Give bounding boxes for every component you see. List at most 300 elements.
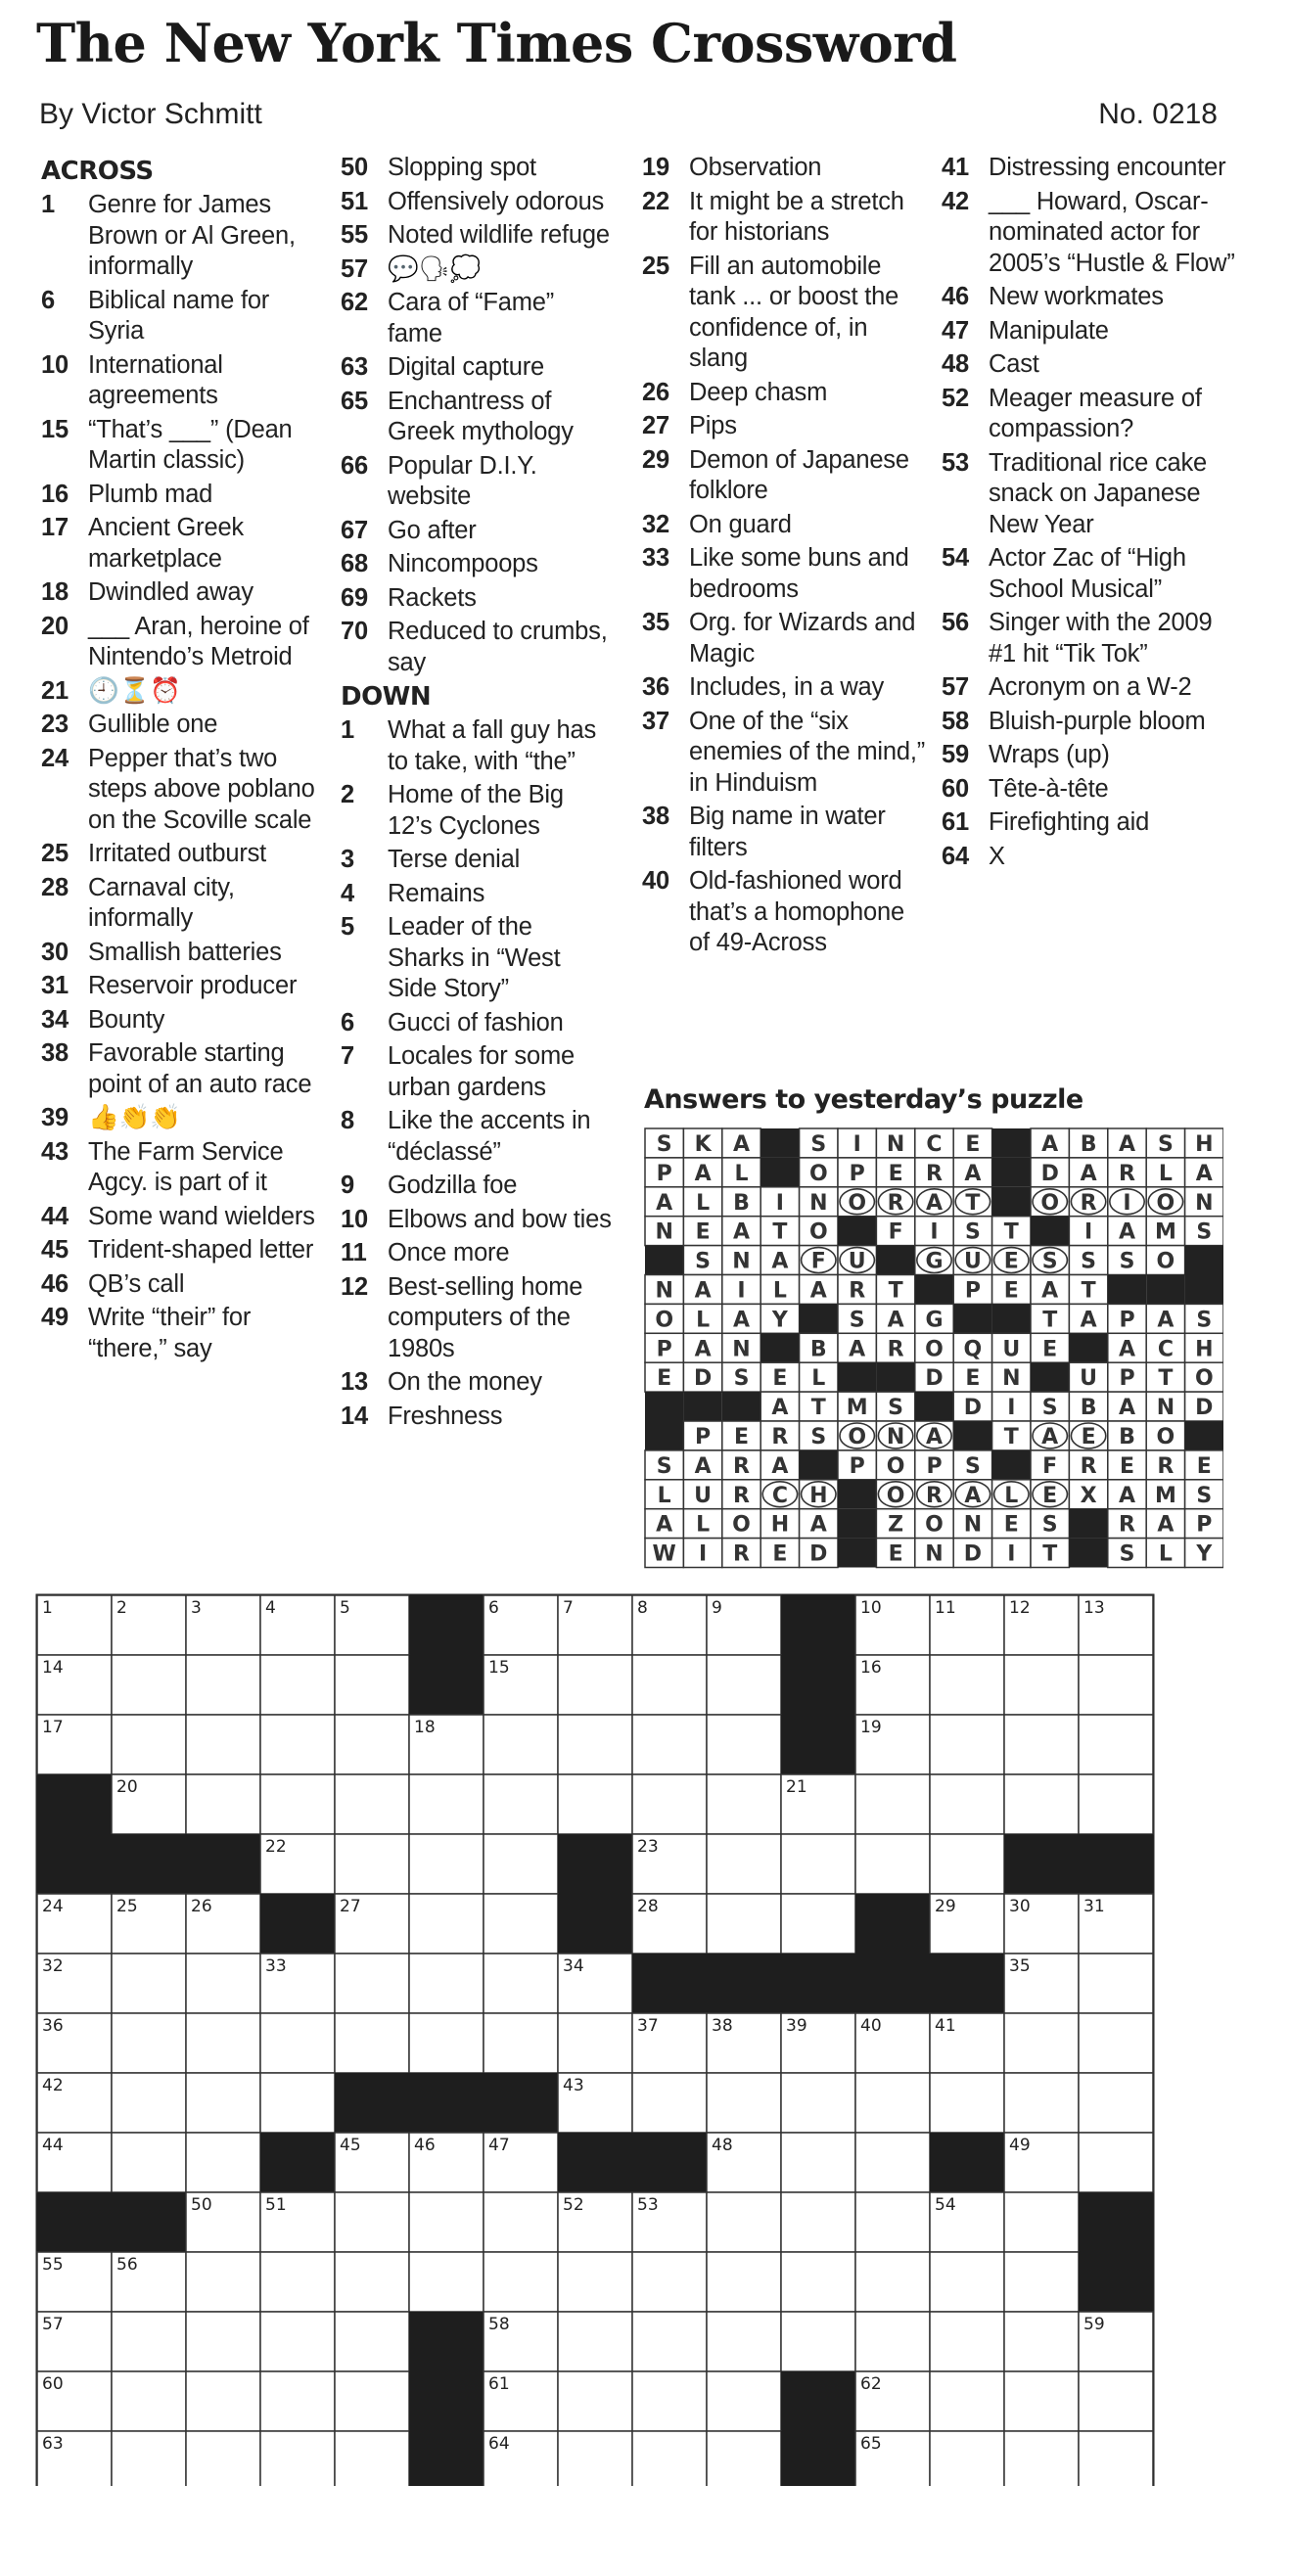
clue[interactable] (642, 187, 926, 249)
grid-cell[interactable] (1004, 2013, 1079, 2073)
answer-letter: T (888, 1278, 903, 1304)
cell-number: 42 (42, 2076, 64, 2095)
grid-cell[interactable] (855, 2192, 930, 2252)
grid-cell[interactable] (707, 2192, 781, 2252)
clue-number: 53 (942, 448, 969, 477)
clue[interactable] (341, 845, 615, 876)
clue[interactable] (642, 445, 926, 507)
clue[interactable] (41, 744, 325, 837)
grid-cell[interactable] (484, 1715, 558, 1774)
cell-number: 40 (860, 2016, 882, 2036)
grid-cell[interactable] (558, 2312, 632, 2371)
answer-letter: N (963, 1512, 983, 1538)
grid-cell[interactable] (1079, 2013, 1153, 2073)
grid-cell[interactable] (335, 2371, 409, 2431)
clue[interactable] (942, 349, 1235, 381)
grid-cell[interactable] (930, 2312, 1004, 2371)
clue[interactable] (341, 1367, 615, 1399)
grid-cell[interactable] (558, 2431, 632, 2486)
answer-letter: S (1119, 1249, 1135, 1274)
clue[interactable] (341, 254, 615, 286)
grid-cell[interactable] (484, 2013, 558, 2073)
grid-cell[interactable] (930, 2252, 1004, 2312)
grid-cell[interactable] (409, 2192, 484, 2252)
clue[interactable] (41, 1137, 325, 1199)
grid-cell[interactable] (260, 2431, 335, 2486)
grid-cell[interactable] (409, 1894, 484, 1954)
clue[interactable] (41, 513, 325, 575)
clue-number: 12 (341, 1272, 368, 1301)
clue-number: 41 (942, 154, 969, 181)
cell-number: 62 (860, 2374, 882, 2394)
crossword-grid[interactable] (35, 1593, 1225, 2486)
clue-number: 40 (642, 867, 669, 895)
grid-cell[interactable] (335, 1954, 409, 2013)
answer-letter: R (926, 1161, 943, 1186)
black-square (1079, 2252, 1153, 2312)
clue[interactable] (41, 1235, 325, 1266)
black-square (112, 2192, 186, 2252)
grid-cell[interactable] (558, 1774, 632, 1834)
grid-cell[interactable] (1079, 2371, 1153, 2431)
cell-number: 45 (340, 2136, 361, 2155)
grid-cell[interactable] (632, 2371, 707, 2431)
clue-number: 35 (642, 609, 669, 636)
clue[interactable] (341, 912, 615, 1005)
clue-number: 50 (341, 154, 368, 181)
grid-cell[interactable] (186, 2431, 260, 2486)
grid-cell[interactable] (632, 2312, 707, 2371)
black-square (1031, 1362, 1069, 1392)
answer-letter: S (1119, 1541, 1135, 1567)
grid-cell[interactable] (781, 2133, 855, 2192)
grid-cell[interactable] (632, 1655, 707, 1715)
grid-cell[interactable] (260, 2252, 335, 2312)
grid-cell[interactable] (112, 2431, 186, 2486)
grid-cell[interactable] (335, 2192, 409, 2252)
grid-cell[interactable] (930, 1655, 1004, 1715)
clue[interactable] (41, 190, 325, 283)
clue[interactable] (642, 608, 926, 669)
black-square (838, 1539, 876, 1568)
grid-cell[interactable] (632, 2252, 707, 2312)
answer-letter: C (771, 1483, 788, 1508)
grid-cell[interactable] (781, 2192, 855, 2252)
cell-number: 56 (116, 2255, 138, 2275)
clue-number: 66 (341, 451, 368, 480)
grid-cell[interactable] (186, 2133, 260, 2192)
cell-number: 10 (860, 1598, 882, 1618)
grid-cell[interactable] (930, 1834, 1004, 1894)
grid-cell[interactable] (930, 2073, 1004, 2133)
grid-cell[interactable] (632, 2073, 707, 2133)
clue[interactable] (341, 1402, 615, 1433)
grid-cell[interactable] (1079, 2073, 1153, 2133)
grid-cell[interactable] (186, 1774, 260, 1834)
grid-cell[interactable] (112, 2371, 186, 2431)
grid-cell[interactable] (335, 2312, 409, 2371)
clue-text: New workmates (989, 283, 1164, 310)
answer-letter: D (693, 1366, 713, 1392)
grid-cell[interactable] (260, 2073, 335, 2133)
clue[interactable] (341, 715, 615, 777)
grid-cell[interactable] (707, 2371, 781, 2431)
clue[interactable] (642, 510, 926, 541)
grid-cell[interactable] (1004, 2431, 1079, 2486)
grid-cell[interactable] (409, 1954, 484, 2013)
grid-cell[interactable] (1079, 2431, 1153, 2486)
grid-cell[interactable] (335, 1715, 409, 1774)
clue[interactable] (341, 549, 615, 580)
clue[interactable] (341, 220, 615, 252)
clue[interactable] (341, 879, 615, 910)
clue[interactable] (341, 1238, 615, 1269)
grid-cell[interactable] (260, 2312, 335, 2371)
grid-cell[interactable] (707, 1715, 781, 1774)
grid-cell[interactable] (186, 2371, 260, 2431)
answer-letter: M (1154, 1219, 1176, 1245)
clue-number: 68 (341, 550, 368, 577)
grid-cell[interactable] (558, 2371, 632, 2431)
cell-number: 15 (488, 1658, 510, 1678)
black-square (992, 1304, 1031, 1333)
clue[interactable] (41, 1005, 325, 1036)
clue[interactable] (341, 288, 615, 349)
answer-grid (644, 1127, 1223, 1570)
grid-cell[interactable] (707, 2431, 781, 2486)
black-square (632, 2133, 707, 2192)
answer-letter: I (1084, 1219, 1093, 1245)
clue[interactable] (942, 187, 1235, 280)
grid-cell[interactable] (1079, 1715, 1153, 1774)
clue[interactable] (942, 282, 1235, 313)
clue-text: Slopping spot (388, 154, 536, 181)
clue[interactable] (642, 866, 926, 959)
black-square (800, 1304, 838, 1333)
grid-cell[interactable] (409, 2013, 484, 2073)
answer-letter: A (1118, 1337, 1136, 1362)
clue[interactable] (642, 153, 926, 184)
grid-cell[interactable] (855, 2133, 930, 2192)
clue[interactable] (942, 448, 1235, 541)
grid-cell[interactable] (781, 2073, 855, 2133)
clue-number: 64 (942, 842, 969, 870)
clue-text: QB’s call (88, 1269, 185, 1298)
grid-cell[interactable] (186, 2073, 260, 2133)
clue-number: 23 (41, 711, 69, 738)
grid-cell[interactable] (1004, 2073, 1079, 2133)
grid-cell[interactable] (186, 2252, 260, 2312)
clue-text: Nincompoops (388, 550, 538, 577)
answer-letter: S (1196, 1219, 1213, 1245)
grid-cell[interactable] (707, 2073, 781, 2133)
clue[interactable] (642, 378, 926, 409)
cell-number: 57 (42, 2315, 64, 2334)
clue[interactable] (341, 153, 615, 184)
clue[interactable] (942, 153, 1235, 184)
cell-number: 39 (786, 2016, 807, 2036)
clue-number: 7 (341, 1042, 354, 1070)
grid-cell[interactable] (1004, 1774, 1079, 1834)
clue-number: 46 (41, 1269, 69, 1298)
grid-cell[interactable] (781, 2312, 855, 2371)
answer-letter: O (1156, 1249, 1175, 1274)
clue-text: Old-fashioned word that’s a homophone of 49-Across (689, 867, 904, 956)
grid-cell[interactable] (335, 1774, 409, 1834)
grid-cell[interactable] (632, 1715, 707, 1774)
grid-cell[interactable] (484, 2252, 558, 2312)
grid-cell[interactable] (707, 1894, 781, 1954)
grid-cell[interactable] (707, 1655, 781, 1715)
cell-number: 6 (488, 1598, 499, 1618)
clue[interactable] (41, 1303, 325, 1364)
clue[interactable] (341, 1008, 615, 1039)
clue[interactable] (41, 577, 325, 609)
clue[interactable] (642, 252, 926, 375)
clue[interactable] (41, 415, 325, 477)
grid-cell[interactable] (186, 1715, 260, 1774)
cell-number: 65 (860, 2434, 882, 2454)
answer-letter: A (964, 1161, 982, 1186)
grid-cell[interactable] (1004, 2192, 1079, 2252)
grid-cell[interactable] (484, 2192, 558, 2252)
clue[interactable] (341, 1106, 615, 1168)
clue[interactable] (942, 807, 1235, 839)
grid-cell[interactable] (260, 2013, 335, 2073)
cell-number: 21 (786, 1777, 807, 1797)
answer-letter: S (849, 1308, 865, 1333)
answer-letter: P (926, 1453, 943, 1479)
grid-cell[interactable] (707, 2312, 781, 2371)
clue[interactable] (341, 516, 615, 547)
grid-cell[interactable] (484, 1954, 558, 2013)
clue[interactable] (341, 187, 615, 218)
grid-cell[interactable] (1004, 2252, 1079, 2312)
grid-cell[interactable] (112, 2312, 186, 2371)
answer-letter: S (888, 1396, 904, 1421)
grid-cell[interactable] (112, 1954, 186, 2013)
clue[interactable] (942, 608, 1235, 669)
grid-cell[interactable] (1004, 2371, 1079, 2431)
grid-cell[interactable] (186, 1655, 260, 1715)
grid-cell[interactable] (632, 1774, 707, 1834)
grid-cell[interactable] (409, 1774, 484, 1834)
cell-number: 13 (1083, 1598, 1105, 1618)
clue[interactable] (41, 1202, 325, 1233)
answer-letter: Y (1196, 1541, 1213, 1567)
clue[interactable] (41, 971, 325, 1002)
black-square (1185, 1421, 1223, 1450)
grid-cell[interactable] (707, 1774, 781, 1834)
clue[interactable] (41, 350, 325, 412)
clue[interactable] (642, 802, 926, 863)
grid-cell[interactable] (855, 2252, 930, 2312)
grid-cell[interactable] (558, 1655, 632, 1715)
grid-cell[interactable] (1079, 1655, 1153, 1715)
clue[interactable] (41, 1103, 325, 1134)
grid-cell[interactable] (112, 2133, 186, 2192)
answer-letter: E (965, 1131, 981, 1157)
grid-cell[interactable] (260, 1715, 335, 1774)
grid-cell[interactable] (112, 1655, 186, 1715)
grid-cell[interactable] (1079, 2133, 1153, 2192)
grid-cell[interactable] (930, 1774, 1004, 1834)
grid-cell[interactable] (855, 1834, 930, 1894)
clue[interactable] (341, 1205, 615, 1236)
cell-number: 51 (265, 2195, 287, 2215)
black-square (1146, 1275, 1184, 1305)
answer-letter: I (1123, 1190, 1131, 1216)
black-square (186, 1834, 260, 1894)
cell-number: 7 (563, 1598, 574, 1618)
cell-number: 19 (860, 1718, 882, 1737)
answer-letter: U (694, 1483, 713, 1508)
grid-cell[interactable] (186, 2013, 260, 2073)
clue[interactable] (942, 672, 1235, 704)
cell-number: 63 (42, 2434, 64, 2454)
grid-cell[interactable] (112, 1715, 186, 1774)
answer-letter: T (1158, 1366, 1174, 1392)
black-square (1069, 1333, 1107, 1362)
clue[interactable] (942, 543, 1235, 605)
clue-text: Manipulate (989, 316, 1109, 345)
clue[interactable] (942, 740, 1235, 771)
clue[interactable] (41, 873, 325, 935)
clue[interactable] (642, 672, 926, 704)
grid-cell[interactable] (335, 2252, 409, 2312)
grid-cell[interactable] (1004, 2312, 1079, 2371)
clue[interactable] (341, 387, 615, 448)
answer-letter: O (808, 1219, 828, 1245)
grid-cell[interactable] (335, 1834, 409, 1894)
grid-cell[interactable] (781, 1834, 855, 1894)
grid-cell[interactable] (260, 1774, 335, 1834)
clue[interactable] (942, 316, 1235, 347)
clue[interactable] (341, 1171, 615, 1202)
grid-cell[interactable] (855, 2312, 930, 2371)
grid-cell[interactable] (112, 2073, 186, 2133)
grid-cell[interactable] (260, 1655, 335, 1715)
clue[interactable] (41, 710, 325, 741)
grid-cell[interactable] (335, 1655, 409, 1715)
answer-letter: A (732, 1308, 751, 1333)
clue[interactable] (41, 480, 325, 511)
grid-cell[interactable] (186, 2312, 260, 2371)
cell-number: 22 (265, 1837, 287, 1857)
clue[interactable] (341, 780, 615, 842)
clue[interactable] (942, 842, 1235, 873)
answer-letter: I (737, 1278, 746, 1304)
grid-cell[interactable] (707, 2252, 781, 2312)
grid-cell[interactable] (855, 2073, 930, 2133)
answer-letter: T (1042, 1308, 1058, 1333)
clue[interactable] (642, 707, 926, 800)
clue-text: Traditional rice cake snack on Japanese New Year (989, 448, 1208, 538)
cell-number: 4 (265, 1598, 276, 1618)
grid-cell[interactable] (112, 2013, 186, 2073)
grid-cell[interactable] (484, 1834, 558, 1894)
grid-cell[interactable] (930, 2371, 1004, 2431)
clue-number: 46 (942, 283, 969, 310)
clue[interactable] (41, 612, 325, 673)
grid-cell[interactable] (1079, 1954, 1153, 2013)
grid-cell[interactable] (632, 2431, 707, 2486)
clue[interactable] (642, 411, 926, 442)
clue[interactable] (341, 451, 615, 513)
grid-cell[interactable] (186, 1954, 260, 2013)
grid-cell[interactable] (558, 2252, 632, 2312)
answer-letter: A (1118, 1483, 1136, 1508)
clue[interactable] (341, 1272, 615, 1365)
grid-cell[interactable] (335, 2431, 409, 2486)
clue[interactable] (41, 286, 325, 347)
clue-number: 10 (41, 350, 69, 379)
black-square (112, 1834, 186, 1894)
grid-cell[interactable] (930, 1715, 1004, 1774)
grid-cell[interactable] (484, 1894, 558, 1954)
answer-letter: E (772, 1366, 788, 1392)
clue[interactable] (41, 1269, 325, 1301)
clue[interactable] (942, 384, 1235, 445)
grid-cell[interactable] (558, 2013, 632, 2073)
grid-cell[interactable] (855, 1774, 930, 1834)
clue[interactable] (341, 583, 615, 615)
clue[interactable] (341, 617, 615, 678)
answer-letter: D (1195, 1396, 1214, 1421)
clue[interactable] (41, 938, 325, 969)
answer-letter: L (696, 1512, 711, 1538)
answer-letter: L (696, 1190, 711, 1216)
grid-cell[interactable] (781, 2252, 855, 2312)
clue[interactable] (341, 352, 615, 384)
grid-cell[interactable] (409, 2252, 484, 2312)
grid-cell[interactable] (409, 1834, 484, 1894)
grid-cell[interactable] (930, 2431, 1004, 2486)
black-square (781, 2371, 855, 2431)
grid-cell[interactable] (1004, 1715, 1079, 1774)
cell-number: 50 (191, 2195, 212, 2215)
grid-cell[interactable] (335, 2013, 409, 2073)
grid-cell[interactable] (781, 1894, 855, 1954)
grid-cell[interactable] (260, 2371, 335, 2431)
clue[interactable] (41, 839, 325, 870)
answer-letter: T (772, 1219, 788, 1245)
clue-text: 👍👏👏 (88, 1104, 181, 1131)
clue-number: 28 (41, 873, 69, 901)
clue-text: The Farm Service Agcy. is part of it (88, 1137, 284, 1196)
clue-number: 4 (341, 879, 354, 907)
clue[interactable] (642, 543, 926, 605)
black-square (1031, 1217, 1069, 1246)
clue[interactable] (41, 1038, 325, 1100)
clue[interactable] (942, 707, 1235, 738)
grid-cell[interactable] (484, 1774, 558, 1834)
clue[interactable] (942, 774, 1235, 805)
grid-cell[interactable] (1004, 1655, 1079, 1715)
cell-number: 60 (42, 2374, 64, 2394)
answer-letter: A (1118, 1131, 1136, 1157)
answer-letter: N (1195, 1190, 1214, 1216)
grid-cell[interactable] (707, 1834, 781, 1894)
grid-cell[interactable] (558, 1715, 632, 1774)
clue[interactable] (41, 676, 325, 708)
answer-letter: H (1195, 1337, 1214, 1362)
clue[interactable] (341, 1041, 615, 1103)
answer-letter: M (846, 1396, 868, 1421)
answer-letter: Y (771, 1308, 788, 1333)
grid-cell[interactable] (1079, 1774, 1153, 1834)
black-square (760, 1333, 799, 1362)
